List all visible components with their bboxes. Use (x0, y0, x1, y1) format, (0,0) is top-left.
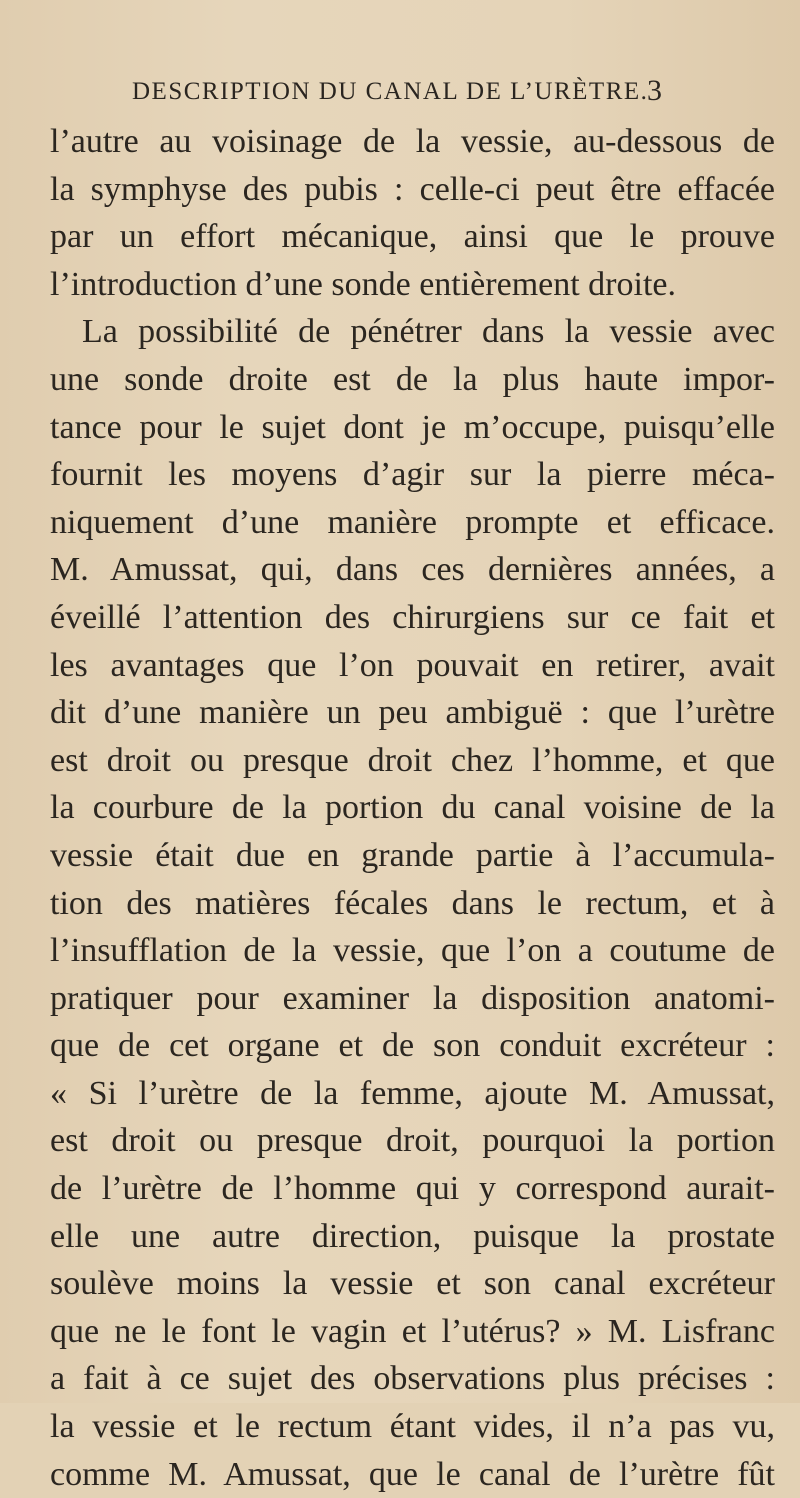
text-line: éveillé l’attention des chirurgiens sur ce fait et (50, 598, 775, 636)
text-line: la symphyse des pubis : celle-ci peut être effacée (50, 170, 775, 208)
text-line: est droit ou presque droit chez l’homme, et que (50, 741, 775, 779)
text-line: niquement d’une manière prompte et efficace. (50, 503, 775, 541)
running-header (132, 74, 662, 114)
text-line: la vessie et le rectum étant vides, il n’a pas vu, (50, 1408, 775, 1446)
text-line: vessie était due en grande partie à l’accumula- (50, 836, 775, 874)
running-title: DESCRIPTION DU CANAL DE L’URÈTRE. (132, 78, 649, 105)
text-line: pratiquer pour examiner la disposition anatomi- (50, 979, 775, 1017)
text-line: tion des matières fécales dans le rectum, et à (50, 884, 775, 922)
text-line: a fait à ce sujet des observations plus précises : (50, 1360, 775, 1398)
text-line: comme M. Amussat, que le canal de l’urètre fût (50, 1455, 775, 1493)
text-line: est droit ou presque droit, pourquoi la portion (50, 1122, 775, 1160)
text-line: l’introduction d’une sonde entièrement droite. (50, 265, 676, 303)
text-line: une sonde droite est de la plus haute impor- (50, 360, 775, 398)
text-line: les avantages que l’on pouvait en retirer, avait (50, 646, 775, 684)
text-line: que de cet organe et de son conduit excréteur : (50, 1027, 775, 1065)
text-line: La possibilité de pénétrer dans la vessie avec (82, 313, 775, 351)
text-line: l’autre au voisinage de la vessie, au-dessous de (50, 123, 775, 160)
page-number: 3 (647, 74, 662, 107)
text-line: fournit les moyens d’agir sur la pierre méca- (50, 456, 775, 494)
text-line: tance pour le sujet dont je m’occupe, puisqu’elle (50, 408, 775, 446)
text-line: par un effort mécanique, ainsi que le prouve (50, 218, 775, 256)
text-line: soulève moins la vessie et son canal excréteur (50, 1265, 775, 1303)
text-line: dit d’une manière un peu ambiguë : que l’urètre (50, 694, 775, 732)
text-line: de l’urètre de l’homme qui y correspond aurait- (50, 1170, 775, 1208)
text-line: elle une autre direction, puisque la prostate (50, 1217, 775, 1255)
text-line: la courbure de la portion du canal voisine de la (50, 789, 775, 827)
text-line: que ne le font le vagin et l’utérus? » M. Lisfranc (50, 1312, 775, 1350)
body-text (50, 118, 775, 1498)
text-line: « Si l’urètre de la femme, ajoute M. Amussat, (50, 1074, 775, 1112)
text-line: M. Amussat, qui, dans ces dernières années, a (50, 551, 775, 589)
text-line: l’insufflation de la vessie, que l’on a coutume de (50, 932, 775, 970)
